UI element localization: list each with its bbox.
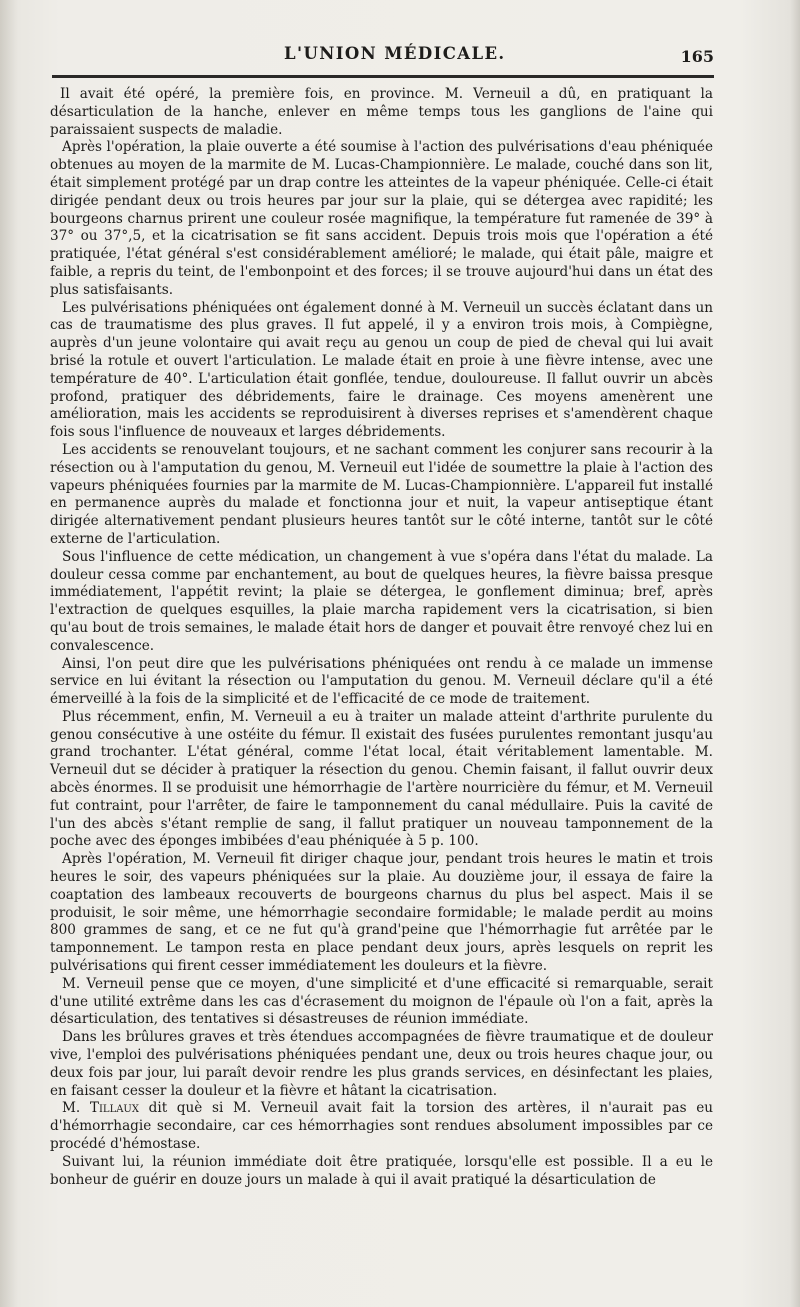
header-rule <box>52 75 714 78</box>
page-header <box>50 42 716 72</box>
running-title: L'UNION MÉDICALE. <box>284 44 506 63</box>
paragraph-6: Ainsi, l'on peut dire que les pulvérisations phéniquées ont rendu à ce malade un immense service en lui évitant la résection ou l'amputation du genou. M. Verneuil déclare qu'il a été émerveillé à la fois de la simplicité et de l'efficacité de ce mode de traitement. <box>50 655 713 708</box>
speaker-name-tillaux: Tillaux <box>89 1100 139 1117</box>
paragraph-7: Plus récemment, enfin, M. Verneuil a eu à traiter un malade atteint d'arthrite purulente du genou consécutive à une ostéite du fémur. Il existait des fusées purulentes remontant jusqu'au grand trochanter. L'état général, comme l'état local, était véritablement lamentable. M. Verneuil dut se décider à pratiquer la résection du genou. Chemin faisant, il fallut ouvrir deux abcès énormes. Il se produisit une hémorrhagie de l'artère nourricière du fémur, et M. Verneuil fut contraint, pour l'arrêter, de faire le tamponnement du canal médullaire. Puis la cavité de l'un des abcès s'étant remplie de sang, il fallut pratiquer un nouveau tamponnement de la poche avec des éponges imbibées d'eau phéniquée à 5 p. 100. <box>50 708 713 850</box>
paragraph-2: Après l'opération, la plaie ouverte a été soumise à l'action des pulvérisations d'eau phéniquée obtenues au moyen de la marmite de M. Lucas-Championnière. Le malade, couché dans son lit, était simplement protégé par un drap contre les atteintes de la vapeur phéniquée. Celle-ci était dirigée pendant deux ou trois heures par jour sur la plaie, qui se détergea avec rapidité; les bourgeons charnus prirent une couleur rosée magnifique, la température fut ramenée de 39° à 37° ou 37°,5, et la cicatrisation se fit sans accident. Depuis trois mois que l'opération a été pratiquée, l'état général s'est considérablement amélioré; le malade, qui était pâle, maigre et faible, a repris du teint, de l'embonpoint et des forces; il se trouve aujourd'hui dans un état des plus satisfaisants. <box>50 139 713 298</box>
paragraph-4: Les accidents se renouvelant toujours, et ne sachant comment les conjurer sans recourir à la résection ou à l'amputation du genou, M. Verneuil eut l'idée de soumettre la plaie à l'action des vapeurs phéniquées fournies par la marmite de M. Lucas-Championnière. L'appareil fut installé en permanence auprès du malade et fonctionna jour et nuit, la vapeur antiseptique étant dirigée alternativement pendant plusieurs heures tantôt sur le côté interne, tantôt sur le côté externe de l'articulation. <box>50 441 713 547</box>
article-body <box>50 86 713 1189</box>
paragraph-5: Sous l'influence de cette médication, un changement à vue s'opéra dans l'état du malade. La douleur cessa comme par enchantement, au bout de quelques heures, la fièvre baissa presque immédiatement, l'appétit revint; la plaie se détergea, le gonflement diminua; bref, après l'extraction de quelques esquilles, la plaie marcha rapidement vers la cicatrisation, si bien qu'au bout de trois semaines, le malade était hors de danger et pouvait être renvoyé chez lui en convalescence. <box>50 548 713 654</box>
page-number: 165 <box>680 47 714 66</box>
paragraph-last: Suivant lui, la réunion immédiate doit être pratiquée, lorsqu'elle est possible. Il a eu le bonheur de guérir en douze jours un malade à qui il avait pratiqué la désarticulation de <box>50 1153 713 1188</box>
paragraph-8: Après l'opération, M. Verneuil fit diriger chaque jour, pendant trois heures le matin et trois heures le soir, des vapeurs phéniquées sur la plaie. Au douzième jour, il essaya de faire la coaptation des lambeaux recouverts de bourgeons charnus du plus bel aspect. Mais il se produisit, le soir même, une hémorrhagie secondaire formidable; le malade perdit au moins 800 grammes de sang, et ce ne fut qu'à grand'peine que l'hémorrhagie fut arrêtée par le tamponnement. Le tampon resta en place pendant deux jours, après lesquels on reprit les pulvérisations qui firent cesser immédiatement les douleurs et la fièvre. <box>50 851 713 975</box>
paragraph-3: Les pulvérisations phéniquées ont également donné à M. Verneuil un succès éclatant dans un cas de traumatisme des plus graves. Il fut appelé, il y a environ trois mois, à Compiègne, auprès d'un jeune volontaire qui avait reçu au genou un coup de pied de cheval qui lui avait brisé la rotule et ouvert l'articulation. Le malade était en proie à une fièvre intense, avec une température de 40°. L'articulation était gonflée, tendue, douloureuse. Il fallut ouvrir un abcès profond, pratiquer des débridements, faire le drainage. Ces moyens amenèrent une amélioration, mais les accidents se reproduisirent à diverses reprises et s'amendèrent chaque fois sous l'influence de nouveaux et larges débridements. <box>50 299 713 441</box>
tillaux-text: dit què si M. Verneuil avait fait la torsion des artères, il n'aurait pas eu d'hémorrhagie secondaire, car ces hémorrhagies sont rendues absolument impossibles par ce procédé d'hémostase. <box>50 1100 713 1153</box>
paragraph-1: Il avait été opéré, la première fois, en province. M. Verneuil a dû, en pratiquant la désarticulation de la hanche, enlever en même temps tous les ganglions de l'aine qui paraissaient suspects de maladie. <box>50 86 713 138</box>
paragraph-tillaux <box>50 1100 713 1153</box>
paragraph-9: M. Verneuil pense que ce moyen, d'une simplicité et d'une efficacité si remarquable, serait d'une utilité extrême dans les cas d'écrasement du moignon de l'épaule où l'on a fait, après la désarticulation, des tentatives si désastreuses de réunion immédiate. <box>50 975 713 1028</box>
tillaux-prefix: M. <box>62 1100 90 1117</box>
paragraph-10: Dans les brûlures graves et très étendues accompagnées de fièvre traumatique et de douleur vive, l'emploi des pulvérisations phéniquées pendant une, deux ou trois heures chaque jour, ou deux fois par jour, lui paraît devoir rendre les plus grands services, en désinfectant les plaies, en faisant cesser la douleur et la fièvre et hâtant la cicatrisation. <box>50 1029 713 1099</box>
